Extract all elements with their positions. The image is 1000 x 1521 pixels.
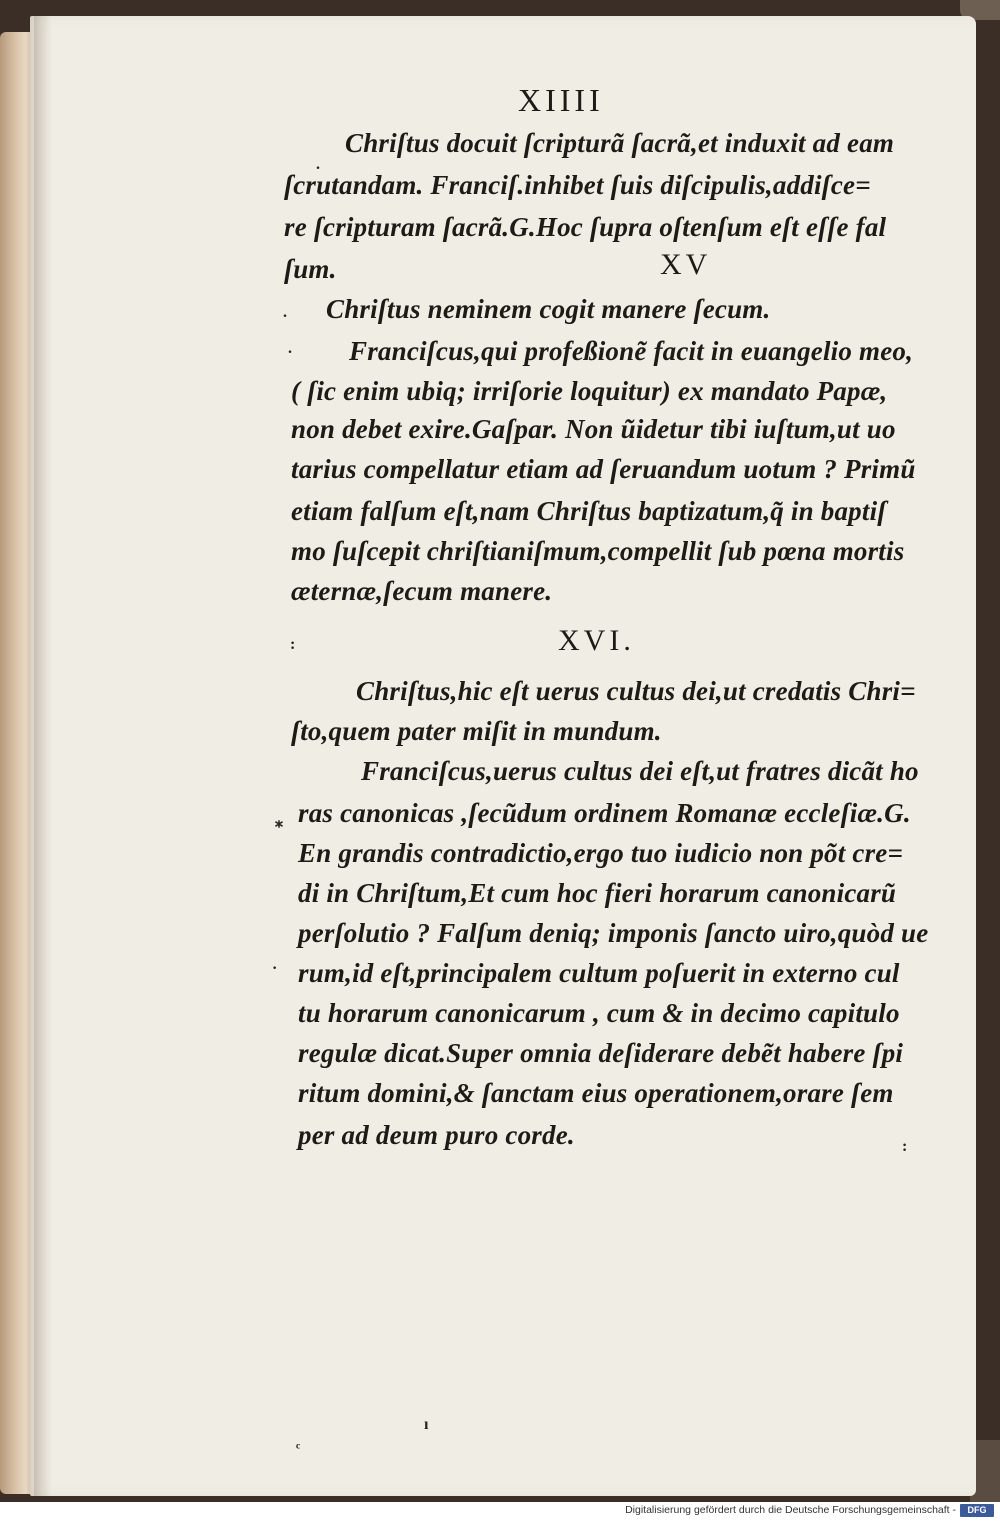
text-line: ( ſic enim ubiq; irriſorie loquitur) ex mandato Papæ, [291,376,888,406]
spine-shadow [34,16,52,1496]
text-line: mo ſuſcepit chriſtianiſmum,compellit ſub pœna mortis [291,536,905,566]
margin-speck: . [316,156,320,173]
text-line: ſum. [284,254,337,284]
text-line: per ad deum puro corde. [298,1120,575,1150]
margin-speck: : [902,1138,908,1155]
text-line: ſcrutandam. Franciſ.inhibet ſuis diſcipulis,addiſce= [284,170,871,200]
text-line: re ſcripturam ſacrã.G.Hoc ſupra oſtenſum eſt eſſe fal [284,212,887,242]
text-line: di in Chriſtum,Et cum hoc fieri horarum canonicarũ [298,878,897,908]
dfg-logo-icon: DFG [960,1504,994,1517]
text-line: tu horarum canonicarum , cum & in decimo capitulo [298,998,900,1028]
text-line: Chriſtus docuit ſcripturã ſacrã,et induxit ad eam [345,128,895,158]
text-line: En grandis contradictio,ergo tuo iudicio non põt cre= [298,838,904,868]
text-line: tarius compellatur etiam ad ſeruandum uotum ? Primũ [291,454,916,484]
book-page-edges [0,32,34,1494]
text-line: Chriſtus,hic eſt uerus cultus dei,ut credatis Chri= [356,676,916,706]
margin-speck: ı [424,1416,429,1433]
text-line: ſto,quem pater miſit in mundum. [291,716,662,746]
text-line: Chriſtus neminem cogit manere ſecum. [326,294,771,324]
text-line: rum,id eſt,principalem cultum poſuerit in externo cul [298,958,900,988]
margin-speck: : [290,636,296,653]
text-line: Franciſcus,uerus cultus dei eſt,ut fratres dicãt ho [361,756,919,786]
section-heading: XVI. [558,624,635,657]
margin-speck: ᶜ [296,1440,301,1457]
page-number: XIIII [518,82,604,118]
section-heading: XV [660,248,712,281]
text-line: ritum domini,& ſanctam eius operationem,orare ſem [298,1078,894,1108]
text-line: etiam falſum eſt,nam Chriſtus baptizatum,q̃ in baptiſ [291,496,887,526]
margin-speck: . [283,304,287,321]
text-line: Franciſcus,qui profeßionẽ facit in euangelio meo, [349,336,914,366]
text-line: ras canonicas ,ſecũdum ordinem Romanæ eccleſiæ.G. [298,798,911,828]
text-line: regulæ dicat.Super omnia deſiderare debẽt habere ſpi [298,1038,904,1068]
footer-credit: Digitalisierung gefördert durch die Deutsche Forschungsgemeinschaft - [625,1504,956,1516]
margin-speck: · [272,960,278,977]
margin-speck: ⁎ [275,814,283,831]
text-line: non debet exire.Gaſpar. Non ũidetur tibi iuſtum,ut uo [291,414,896,444]
text-line: perſolutio ? Falſum deniq; imponis ſancto uiro,quòd ue [298,918,929,948]
text-line: æternæ,ſecum manere. [291,576,553,606]
margin-speck: . [288,340,292,357]
